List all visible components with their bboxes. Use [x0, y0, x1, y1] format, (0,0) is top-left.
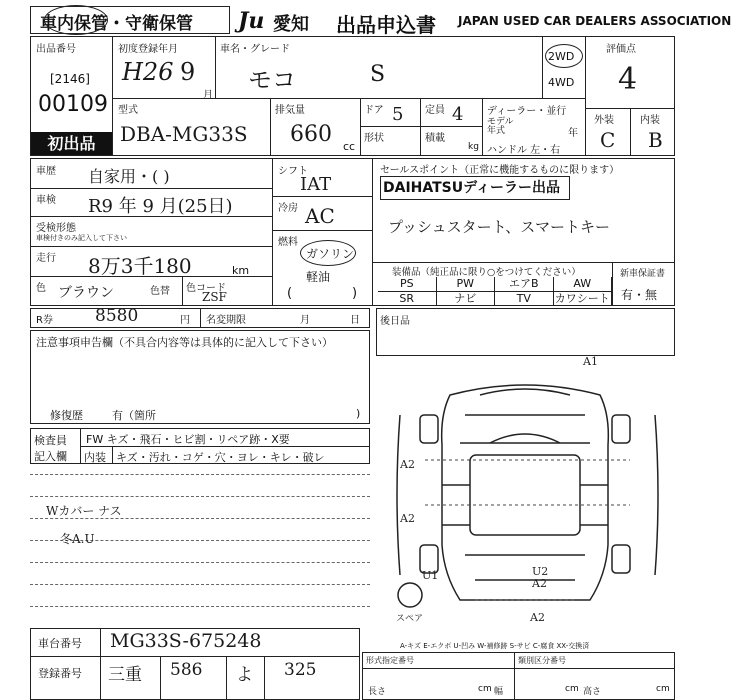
- deadline-label: 名変期限: [206, 315, 246, 326]
- memo-rule: [30, 474, 370, 475]
- fuel-gasoline: ガソリン: [306, 247, 355, 261]
- damage-mark-a2-rear-left: A2: [400, 512, 415, 525]
- use-value: 自家用・( ): [88, 167, 170, 186]
- color-change-label: 色替: [150, 286, 170, 297]
- fuel-label: 燃料: [278, 237, 298, 248]
- interior-score: B: [648, 128, 663, 152]
- drive-2wd-circle: [545, 44, 583, 68]
- displacement: 660: [290, 122, 332, 147]
- dealer-banner: DAIHATSUディーラー出品: [380, 176, 570, 200]
- equipment-item: PW: [437, 277, 496, 292]
- first-listing-badge: 初出品: [31, 132, 112, 155]
- memo-rule: [30, 584, 370, 585]
- fuel-gasoline-circle: [300, 240, 356, 266]
- category-label: 類別区分番号: [518, 656, 566, 665]
- capacity-label: 定員: [425, 105, 445, 116]
- damage-mark-u2: U2: [532, 565, 549, 578]
- receipt-label: 受検形態: [36, 223, 76, 234]
- equipment-item: ナビ: [437, 292, 496, 307]
- model-grade: S: [370, 62, 386, 87]
- equipment-item: SR: [378, 292, 437, 307]
- reg-num: 325: [284, 660, 317, 680]
- chassis-value: MG33S-675248: [110, 630, 262, 652]
- length-unit: cm: [478, 684, 492, 694]
- kg-unit: kg: [468, 142, 479, 152]
- equipment-item: PS: [378, 277, 437, 292]
- length-label: 長さ: [368, 687, 387, 697]
- rear-seat-label: 後日品: [380, 316, 410, 327]
- rear-seat-box: [376, 308, 675, 356]
- exterior-label: 外装: [594, 115, 614, 126]
- doors-label: ドア: [364, 105, 384, 116]
- shift-value: IAT: [300, 174, 332, 195]
- width-label: 幅: [494, 687, 504, 697]
- ac-value: AC: [305, 204, 335, 228]
- damage-mark-a2-bottom: A2: [530, 611, 545, 624]
- reg-class: 586: [170, 660, 203, 680]
- color-code-label: 色コード: [186, 283, 226, 294]
- model-code-label: 型式: [118, 105, 138, 116]
- model-year-label: モデル年式: [487, 117, 514, 136]
- memo-rule: [30, 606, 370, 607]
- recycle-label: R券: [36, 315, 53, 326]
- type-cert-label: 形式指定番号: [366, 656, 414, 665]
- memo-line-2: 冬A.U: [60, 532, 95, 546]
- height-unit: cm: [656, 684, 670, 694]
- equipment-item: TV: [495, 292, 554, 307]
- car-diagram: [380, 355, 675, 625]
- ju-logo: Ju: [238, 8, 265, 34]
- use-label: 車歴: [36, 166, 56, 177]
- capacity: 4: [452, 104, 464, 125]
- inspector-label-1: 検査員: [34, 434, 67, 447]
- mileage-label: 走行: [36, 253, 56, 264]
- notes-label: 注意事項申告欄（不具合内容等は具体的に記入して下さい）: [36, 336, 333, 349]
- doors: 5: [392, 104, 404, 125]
- dealer-label: ディーラー・並行: [487, 106, 567, 117]
- shape-label: 形状: [364, 133, 384, 144]
- equipment-item: エアB: [495, 277, 554, 292]
- deadline-month: 月: [300, 315, 310, 326]
- recycle-amount: 8580: [95, 306, 139, 326]
- assoc-name: JAPAN USED CAR DEALERS ASSOCIATION: [458, 14, 731, 28]
- first-reg-month: 9: [180, 58, 196, 86]
- reg-label: 登録番号: [38, 667, 82, 680]
- inspector-row-fw: FW キズ・飛石・ヒビ割・リペア跡・X要: [86, 433, 290, 446]
- reg-kana: よ: [236, 665, 253, 685]
- height-label: 高さ: [583, 687, 602, 697]
- lot-small-number: [2146]: [50, 72, 90, 86]
- cc-unit: cc: [343, 140, 356, 153]
- lot-number: 00109: [38, 92, 108, 117]
- form-title: 出品申込書: [336, 13, 436, 37]
- drive-2wd: 2WD: [548, 50, 575, 63]
- drive-4wd: 4WD: [548, 76, 575, 89]
- equipment-grid: [378, 277, 612, 306]
- first-reg-label: 初度登録年月: [118, 44, 178, 55]
- memo-line-1: Wカバー ナス: [46, 504, 122, 518]
- color-label: 色: [36, 283, 46, 294]
- equipment-label: 装備品（純正品に限り○をつけてください）: [392, 267, 581, 278]
- inspector-row-interior: キズ・汚れ・コゲ・穴・ヨレ・キレ・破レ: [116, 451, 325, 464]
- load-label: 積載: [425, 133, 445, 144]
- warranty-label: 新車保証書: [620, 269, 666, 279]
- displacement-label: 排気量: [275, 105, 305, 116]
- damage-mark-a1: A1: [583, 355, 598, 368]
- memo-lines: [30, 474, 370, 624]
- reg-pref: 三重: [108, 665, 142, 685]
- inspection-label: 車検: [36, 195, 56, 206]
- mileage-value: 8万3千180: [88, 254, 192, 278]
- shift-label: シフト: [278, 166, 308, 177]
- repair-value: 有（箇所: [112, 409, 156, 422]
- exterior-score: C: [600, 128, 616, 152]
- deadline-day: 日: [350, 315, 360, 326]
- model-grade-label: 車名・グレード: [220, 44, 290, 55]
- inspector-label-2: 記入欄: [34, 450, 67, 463]
- damage-mark-a2-left: A2: [400, 458, 415, 471]
- chassis-label: 車台番号: [38, 637, 82, 650]
- equipment-item: AW: [554, 277, 613, 292]
- spare-label: スペア: [396, 614, 424, 624]
- selling-points-text: プッシュスタート、スマートキー: [388, 218, 611, 236]
- custody-circle: [44, 5, 108, 35]
- km-unit: km: [232, 264, 250, 277]
- damage-mark-u1: U1: [422, 569, 439, 582]
- year-unit: 年: [568, 128, 578, 139]
- yen-unit: 円: [180, 315, 190, 326]
- equipment-item: カワシート: [554, 292, 613, 307]
- ac-label: 冷房: [278, 203, 298, 214]
- model-name: モコ: [248, 66, 296, 94]
- width-unit: cm: [565, 684, 579, 694]
- first-reg-year: H26: [122, 58, 174, 86]
- warranty-value: 有・無: [621, 288, 658, 302]
- memo-rule: [30, 562, 370, 563]
- color-value: ブラウン: [58, 285, 114, 301]
- selling-points-label: セールスポイント（正常に機能するものに限ります）: [380, 165, 620, 176]
- score-overall: 4: [618, 62, 638, 97]
- damage-legend: A-キズ E-エクボ U-凹み W-補修跡 S-サビ C-腐食 XX-交換済: [400, 642, 590, 650]
- lot-label: 出品番号: [36, 44, 76, 55]
- inspection-value: R9 年 9 月(25日): [88, 196, 233, 217]
- first-reg-month-unit: 月: [203, 90, 213, 101]
- model-code: DBA-MG33S: [120, 122, 248, 146]
- damage-mark-a2-rear: A2: [532, 577, 547, 590]
- color-code: ZSF: [202, 290, 227, 304]
- interior-label: 内装: [640, 115, 660, 126]
- inspector-row2-label: 内装: [84, 451, 106, 464]
- handle-label: ハンドル 左・右: [487, 145, 561, 156]
- receipt-note: 車検付きのみ記入して下さい: [36, 234, 127, 242]
- score-label: 評価点: [606, 44, 636, 55]
- memo-rule: [30, 496, 370, 497]
- org-name: 愛知: [273, 14, 309, 35]
- custody-label: 車内保管・守衛保管: [40, 14, 193, 34]
- fuel-diesel: 軽油: [306, 270, 331, 284]
- repair-label: 修復歴: [50, 409, 83, 422]
